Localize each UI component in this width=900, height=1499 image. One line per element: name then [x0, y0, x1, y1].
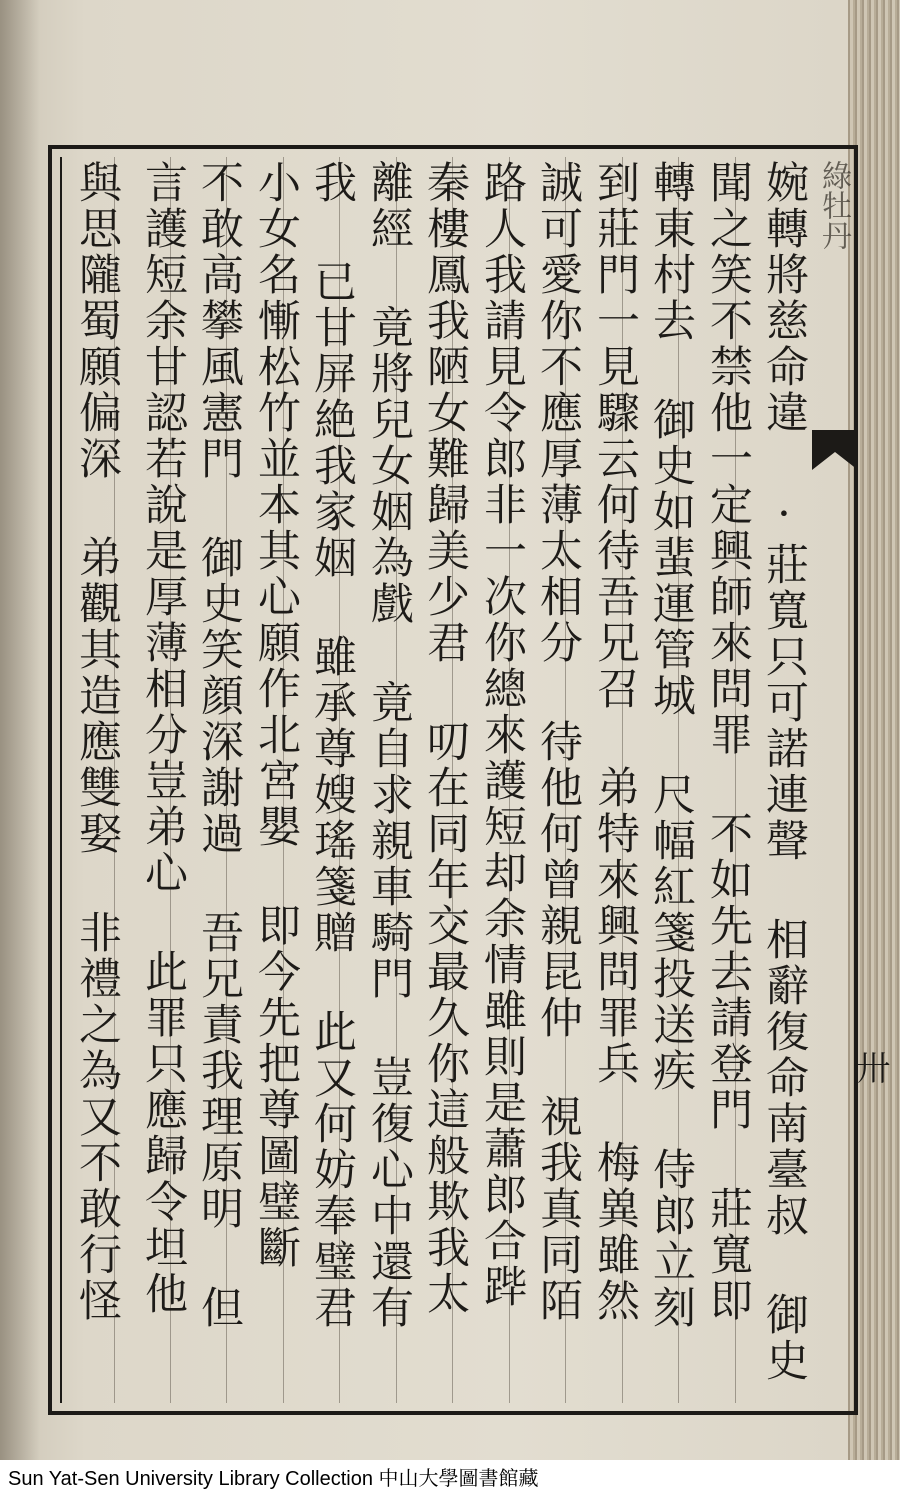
margin-title: 綠牡丹	[816, 160, 851, 250]
text-column: 轉東村去 御史如蜚運管城 尺幅紅箋投送疾 侍郎立刻	[646, 160, 696, 1331]
text-column: 不敢高攀風憲門 御史笑顔深謝過 吾兄責我理原明 但	[194, 160, 244, 1331]
text-column: 聞之笑不禁他一定興師來問罪 不如先去請登門 莊寬即	[703, 160, 753, 1324]
text-column: 秦樓鳳我陋女難歸美少君 叨在同年交最久你這般欺我太	[420, 160, 470, 1317]
folio-mark: 卅	[850, 1050, 890, 1084]
text-column: 路人我請見令郎非一次你總來護短却余情雖則是蕭郎合跸	[477, 160, 527, 1310]
text-column: 言護短余甘認若說是厚薄相分豈弟心 此罪只應歸令坦他	[138, 160, 188, 1317]
collection-caption: Sun Yat-Sen University Library Collection 中山大學圖書館藏	[0, 1460, 900, 1499]
text-column: 誠可愛你不應厚薄太相分 待他何曾親昆仲 視我真同陌	[533, 160, 583, 1324]
text-column: 到莊門一見驟云何待吾兄召 弟特來興問罪兵 梅兾雖然	[590, 160, 640, 1324]
text-column: 婉轉將慈命違 ·莊寬只可諾連聲 相辭復命南臺叔 御史	[759, 160, 809, 1384]
text-column: 小女名慚松竹並本其心願作北宮嬰 即今先把尊圖璧斷	[251, 160, 301, 1271]
text-column: 我 已甘屏絶我家姻 雖承尊嫂瑤箋贈 此又何妨奉璧君	[307, 160, 357, 1331]
text-column: 與思隴蜀願偏深 弟觀其造應雙娶 非禮之為又不敢行怪	[72, 160, 122, 1324]
spine-shadow	[0, 0, 40, 1460]
text-column: 離經 竟將兒女姻為戲 竟自求親車騎門 豈復心中還有	[364, 160, 414, 1331]
